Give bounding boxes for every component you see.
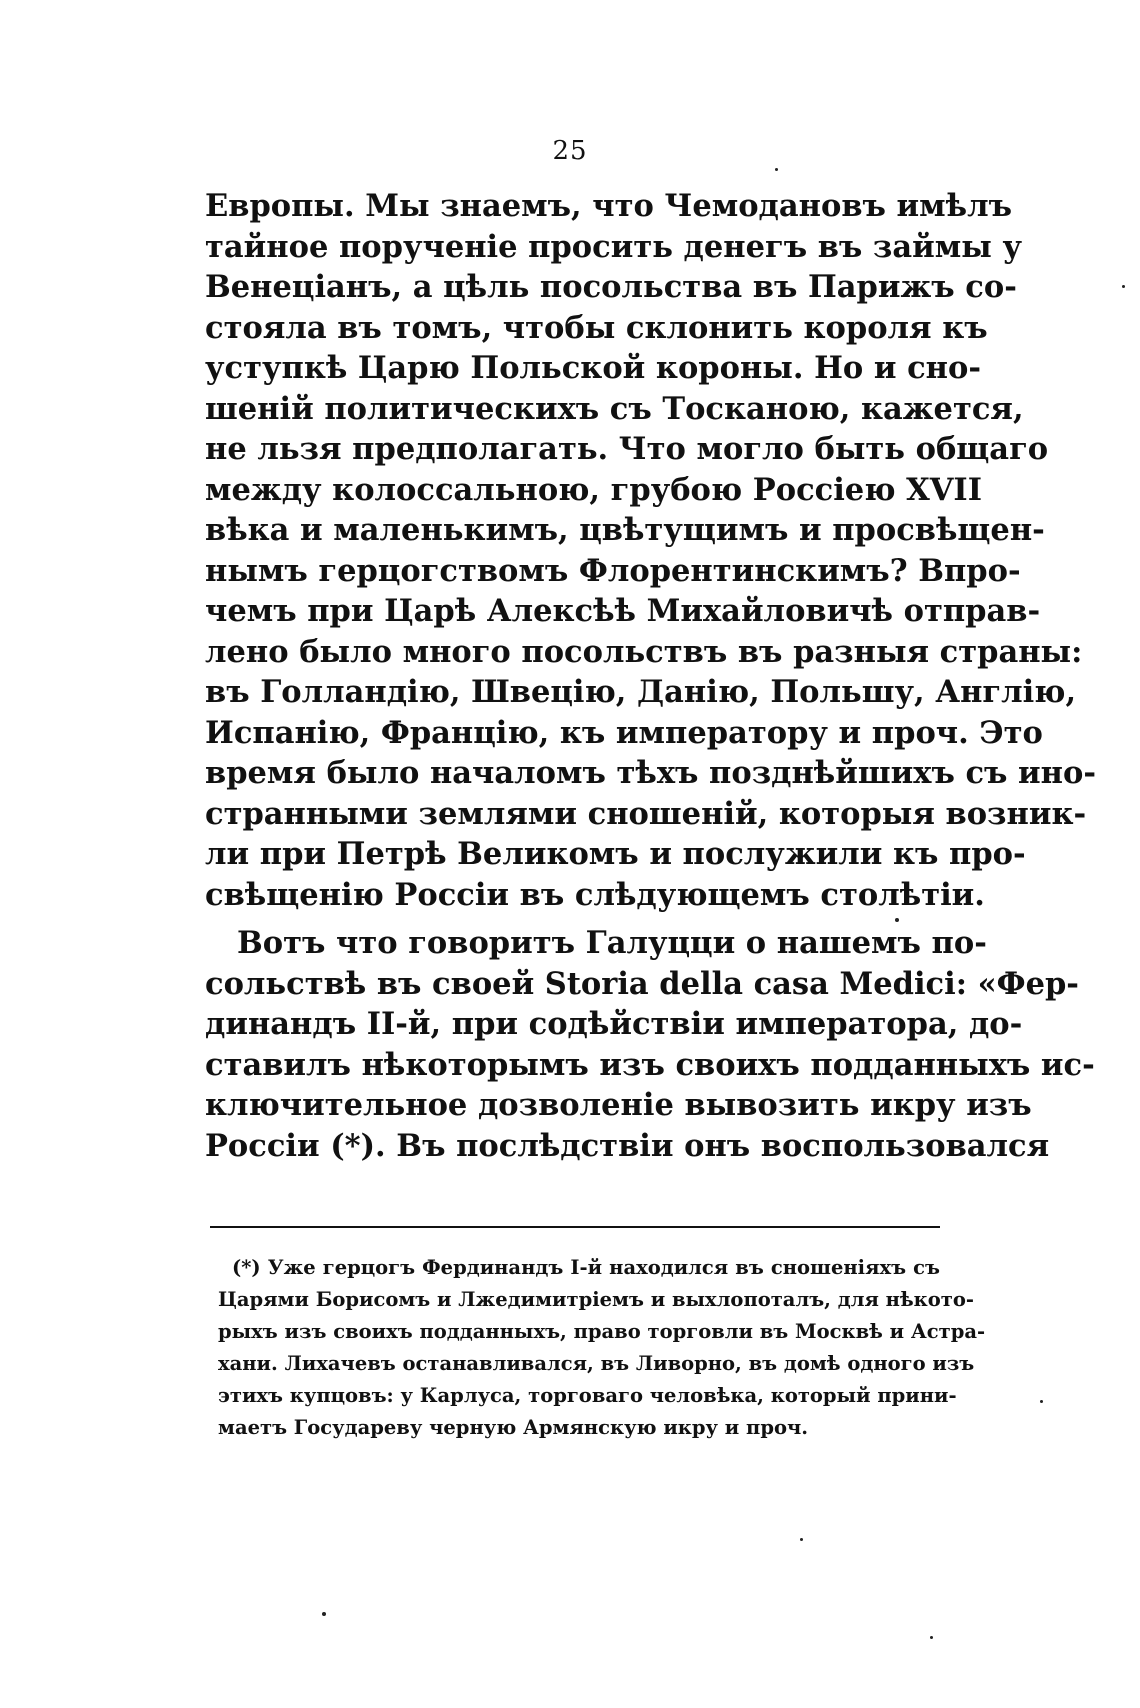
text-line: не льзя предполагать. Что могло быть общаго: [205, 431, 1049, 467]
text-line: Европы. Мы знаемъ, что Чемодановъ имѣлъ: [205, 188, 1012, 224]
ink-speck: [775, 168, 778, 171]
ink-speck: [1122, 285, 1125, 288]
footnote-line: (*) Уже герцогъ Фердинандъ I-й находился въ сношеніяхъ съ: [232, 1256, 940, 1279]
footnote-divider: [210, 1226, 940, 1228]
text-line: стояла въ томъ, чтобы склонить короля къ: [205, 309, 988, 346]
text-line: свѣщенію Россіи въ слѣдующемъ столѣтіи.: [205, 876, 985, 913]
paragraph-gap: [205, 915, 935, 923]
text-line: странными землями сношеній, которыя возник-: [205, 795, 1087, 832]
text-line: Испанію, Францію, къ императору и проч. Это: [205, 714, 1043, 751]
text-line: Венеціанъ, а цѣль посольства въ Парижъ со-: [205, 269, 1017, 305]
footnote-line: Царями Борисомъ и Лжедимитріемъ и выхлопоталъ, для нѣкото-: [218, 1288, 974, 1311]
text-line: между колоссальною, грубою Россіею XVII: [205, 471, 982, 508]
text-line: время было началомъ тѣхъ позднѣйшихъ съ ино-: [205, 755, 1097, 791]
text-line: динандъ II-й, при содѣйствіи императора, до-: [205, 1006, 1023, 1042]
text-line: въ Голландію, Швецію, Данію, Польшу, Англію,: [205, 674, 1077, 710]
text-line: нымъ герцогствомъ Флорентинскимъ? Впро-: [205, 552, 1021, 589]
main-text: [205, 186, 1097, 1166]
ink-speck: [895, 918, 899, 922]
footnote: [218, 1252, 986, 1444]
ink-speck: [322, 1612, 326, 1616]
text-line: Россіи (*). Въ послѣдствіи онъ воспользовался: [205, 1127, 1050, 1164]
text-line: лено было много посольствъ въ разныя страны:: [205, 633, 1083, 670]
ink-speck: [1040, 1400, 1043, 1403]
footnote-line: этихъ купцовъ: у Карлуса, торговаго человѣка, который прини-: [218, 1384, 957, 1407]
footnote-line: рыхъ изъ своихъ подданныхъ, право торговли въ Москвѣ и Астра-: [218, 1320, 986, 1343]
text-line: чемъ при Царѣ Алексѣѣ Михайловичѣ отправ-: [205, 593, 1041, 629]
text-line: шеній политическихъ съ Тосканою, кажется,: [205, 390, 1024, 427]
footnote-line: маетъ Государеву черную Армянскую икру и проч.: [218, 1416, 809, 1439]
text-line: ли при Петрѣ Великомъ и послужили къ про-: [205, 836, 1026, 872]
text-line: ключительное дозволеніе вывозить икру изъ: [205, 1087, 1032, 1123]
text-line: Вотъ что говоритъ Галуцци о нашемъ по-: [237, 925, 987, 961]
page-number: 25: [552, 136, 588, 166]
text-line: тайное порученіе просить денегъ въ займы у: [205, 228, 1022, 265]
text-line: уступкѣ Царю Польской короны. Но и сно-: [205, 350, 982, 386]
footnote-line: хани. Лихачевъ останавливался, въ Ливорно, въ домѣ одного изъ: [218, 1352, 975, 1375]
text-line: вѣка и маленькимъ, цвѣтущимъ и просвѣщен-: [205, 512, 1045, 548]
text-line: ставилъ нѣкоторымъ изъ своихъ подданныхъ ис-: [205, 1046, 1095, 1083]
ink-speck: [800, 1538, 803, 1541]
ink-speck: [930, 1636, 933, 1639]
text-line: сольствѣ въ своей Storia della casa Medici: «Фер-: [205, 965, 1079, 1002]
